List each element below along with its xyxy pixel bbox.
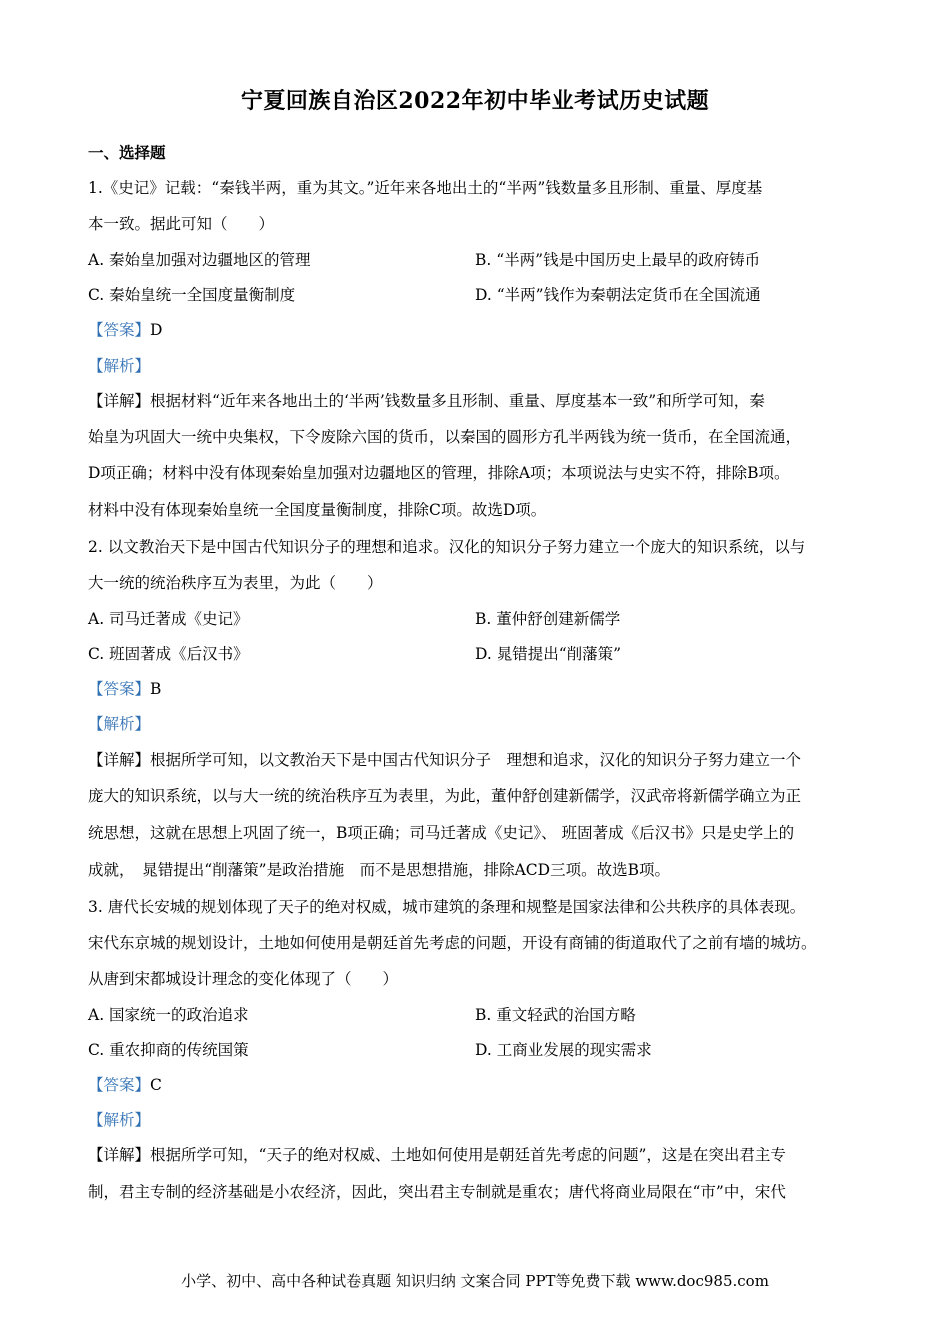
page-footer: 小学、初中、高中各种试卷真题 知识归纳 文案合同 PPT等免费下载 www.doc985.com [181, 1272, 769, 1290]
q1-stem-line1: 1.《史记》记载：“秦钱半两，重为其文。”近年来各地出土的“半两”钱数量多且形制、重量、厚度基 [88, 179, 763, 197]
q1-detail-text1: 根据材料“近年来各地出土的‘半两’钱数量多且形制、重量、厚度基本一致”和所学可知，秦 [150, 392, 765, 410]
q2-option-a: A. 司马迁著成《史记》 [88, 610, 249, 628]
q2-detail-text1: 根据所学可知，以文教治天下是中国古代知识分子 理想和追求，汉化的知识分子努力建立一个 [150, 751, 802, 769]
exam-title: 宁夏回族自治区2022年初中毕业考试历史试题 [240, 88, 710, 114]
q3-answer [88, 1073, 162, 1095]
q2-option-d: D. 晁错提出“削藩策” [475, 645, 622, 663]
q3-option-d: D. 工商业发展的现实需求 [475, 1041, 652, 1059]
q3-stem-line2: 宋代东京城的规划设计，土地如何使用是朝廷首先考虑的问题，开设有商铺的街道取代了之前有墙的城坊。 [88, 934, 817, 952]
q2-detail-line3: 统思想，这就在思想上巩固了统一，B项正确；司马迁著成《史记》、 班固著成《后汉书》只是史学上的 [88, 824, 795, 842]
q2-detail-line1 [88, 748, 801, 770]
q2-option-c: C. 班固著成《后汉书》 [88, 645, 249, 663]
q1-analysis-tag: 【解析】 [88, 357, 151, 375]
detail-tag: 【详解】 [88, 751, 151, 769]
q1-detail-line4: 材料中没有体现秦始皇统一全国度量衡制度，排除C项。故选D项。 [88, 501, 547, 519]
q1-detail-line3: D项正确；材料中没有体现秦始皇加强对边疆地区的管理，排除A项；本项说法与史实不符，排除B项。 [88, 464, 790, 482]
q2-detail-line4: 成就， 晁错提出“削藩策”是政治措施 而不是思想措施，排除ACD三项。故选B项。 [88, 861, 670, 879]
q3-detail-line1 [88, 1143, 786, 1165]
q2-analysis-tag: 【解析】 [88, 715, 151, 733]
q2-answer [88, 677, 161, 699]
section-heading: 一、选择题 [88, 143, 166, 162]
q3-answer-value: C [150, 1076, 162, 1094]
answer-tag: 【答案】 [88, 321, 151, 339]
q1-option-c: C. 秦始皇统一全国度量衡制度 [88, 286, 296, 304]
q3-stem-line1: 3. 唐代长安城的规划体现了天子的绝对权威，城市建筑的条理和规整是国家法律和公共秩序的具体表现。 [88, 898, 806, 916]
q3-option-a: A. 国家统一的政治追求 [88, 1006, 249, 1024]
q2-stem-line2: 大一统的统治秩序互为表里，为此（ ） [88, 574, 383, 592]
q1-detail-line1 [88, 389, 765, 411]
q1-answer [88, 318, 162, 340]
detail-tag: 【详解】 [88, 392, 151, 410]
q3-option-c: C. 重农抑商的传统国策 [88, 1041, 249, 1059]
answer-tag: 【答案】 [88, 1076, 151, 1094]
q2-option-b: B. 董仲舒创建新儒学 [475, 610, 621, 628]
q3-detail-text1: 根据所学可知，“天子的绝对权威、土地如何使用是朝廷首先考虑的问题”，这是在突出君主专 [150, 1146, 786, 1164]
q1-option-d: D. “半两”钱作为秦朝法定货币在全国流通 [475, 286, 761, 304]
answer-tag: 【答案】 [88, 680, 151, 698]
q1-option-a: A. 秦始皇加强对边疆地区的管理 [88, 251, 311, 269]
q2-answer-value: B [150, 680, 162, 698]
q1-stem-line2: 本一致。据此可知（ ） [88, 215, 275, 233]
q1-option-b: B. “半两”钱是中国历史上最早的政府铸币 [475, 251, 761, 269]
q3-option-b: B. 重文轻武的治国方略 [475, 1006, 636, 1024]
detail-tag: 【详解】 [88, 1146, 151, 1164]
q2-detail-line2: 庞大的知识系统，以与大一统的统治秩序互为表里，为此，董仲舒创建新儒学，汉武帝将新儒学确立为正 [88, 787, 802, 805]
q2-stem-line1: 2. 以文教治天下是中国古代知识分子的理想和追求。汉化的知识分子努力建立一个庞大的知识系统，以与 [88, 538, 806, 556]
q1-answer-value: D [150, 321, 163, 339]
q3-stem-line3: 从唐到宋都城设计理念的变化体现了（ ） [88, 970, 399, 988]
q1-detail-line2: 始皇为巩固大一统中央集权，下令废除六国的货币，以秦国的圆形方孔半两钱为统一货币，在全国流通， [88, 428, 802, 446]
q3-analysis-tag: 【解析】 [88, 1111, 151, 1129]
q3-detail-line2: 制，君主专制的经济基础是小农经济，因此，突出君主专制就是重农；唐代将商业局限在“市”中，宋代 [88, 1183, 786, 1201]
